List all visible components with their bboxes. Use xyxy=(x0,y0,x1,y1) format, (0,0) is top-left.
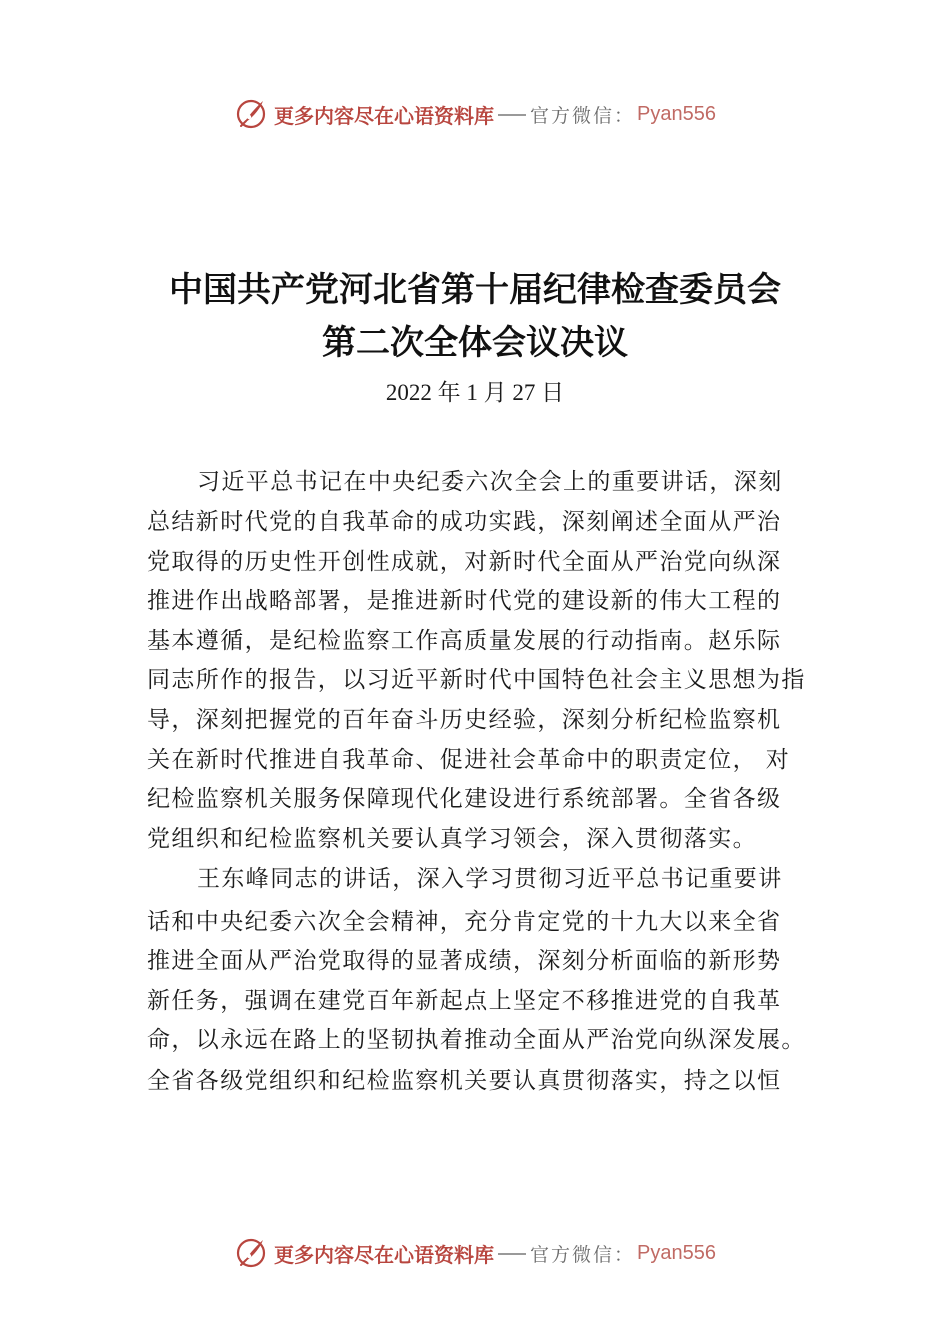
document-date: 2022 年 1 月 27 日 xyxy=(385,380,565,405)
body-line-15: 命，以永远在路上的坚韧执着推动全面从严治党向纵深发展。 xyxy=(147,1027,806,1053)
header-banner xyxy=(0,94,950,134)
header-dash xyxy=(498,114,526,116)
body-line-16: 全省各级党组织和纪检监察机关要认真贯彻落实，持之以恒 xyxy=(147,1068,782,1094)
header-wechat-label: 官方微信： xyxy=(530,104,636,127)
body-line-10: 党组织和纪检监察机关要认真学习领会，深入贯彻落实。 xyxy=(147,826,757,852)
quill-pen-logo-icon xyxy=(234,97,268,131)
document-title-line-2: 第二次全体会议决议 xyxy=(322,323,628,363)
body-line-3: 党取得的历史性开创性成就，对新时代全面从严治党向纵深 xyxy=(147,549,782,575)
body-line-6: 同志所作的报告，以习近平新时代中国特色社会主义思想为指 xyxy=(147,667,806,693)
body-line-8: 关在新时代推进自我革命、促进社会革命中的职责定位， 对 xyxy=(147,747,791,773)
footer-wechat-label: 官方微信： xyxy=(530,1243,636,1266)
footer-brand-text: 更多内容尽在心语资料库 xyxy=(274,1242,494,1267)
body-line-12: 话和中央纪委六次全会精神，充分肯定党的十九大以来全省 xyxy=(147,909,782,935)
footer-dash xyxy=(498,1253,526,1255)
footer-wechat-id: Pyan556 xyxy=(637,1241,716,1264)
body-line-7: 导，深刻把握党的百年奋斗历史经验，深刻分析纪检监察机 xyxy=(147,707,782,733)
body-line-4: 推进作出战略部署，是推进新时代党的建设新的伟大工程的 xyxy=(147,588,782,614)
body-line-2: 总结新时代党的自我革命的成功实践，深刻阐述全面从严治 xyxy=(147,509,782,535)
footer-banner xyxy=(0,1233,950,1273)
header-brand-text: 更多内容尽在心语资料库 xyxy=(274,103,494,128)
quill-pen-logo-icon xyxy=(234,1236,268,1270)
body-line-5: 基本遵循，是纪检监察工作高质量发展的行动指南。赵乐际 xyxy=(147,628,782,654)
document-title-line-1: 中国共产党河北省第十届纪律检查委员会 xyxy=(169,270,781,310)
body-line-9: 纪检监察机关服务保障现代化建设进行系统部署。全省各级 xyxy=(147,786,782,812)
body-line-1: 习近平总书记在中央纪委六次全会上的重要讲话，深刻 xyxy=(197,469,783,495)
body-line-11: 王东峰同志的讲话，深入学习贯彻习近平总书记重要讲 xyxy=(197,866,783,892)
body-line-14: 新任务，强调在建党百年新起点上坚定不移推进党的自我革 xyxy=(147,988,782,1014)
body-line-13: 推进全面从严治党取得的显著成绩，深刻分析面临的新形势 xyxy=(147,948,782,974)
header-wechat-id: Pyan556 xyxy=(637,102,716,125)
